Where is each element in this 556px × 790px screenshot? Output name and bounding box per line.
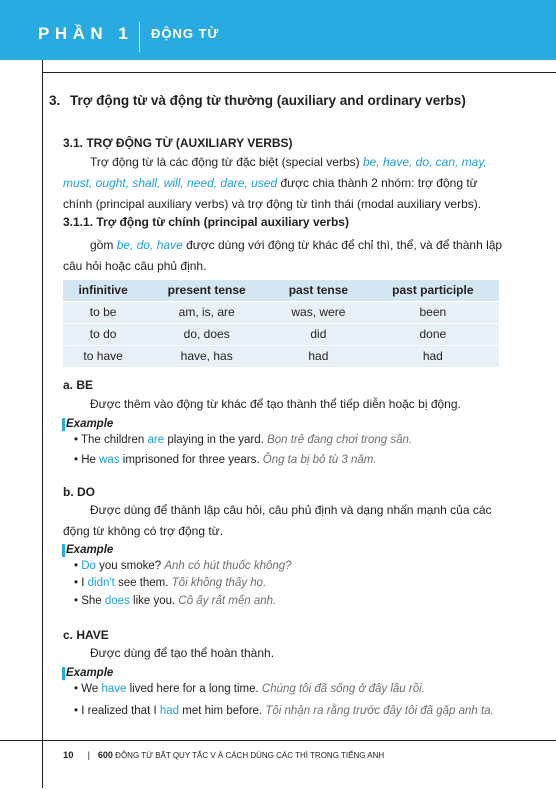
verb-forms-table: [63, 280, 499, 367]
subsection-31-paragraph: Trợ động từ là các động từ đặc biệt (special verbs) be, have, do, can, may, must, ought, shall, will, need, dare, used được chia thành 2 nhóm: trợ động từ chính (principal auxiliary verbs) và trợ động từ tình thái (modal auxiliary verbs).: [63, 155, 487, 211]
be-description: Được thêm vào động từ khác để tạo thành thể tiếp diễn hoặc bị động.: [90, 397, 461, 411]
have-example-label: Example: [66, 667, 113, 679]
banner-divider: [139, 22, 140, 52]
section-title-text: Trợ động từ và động từ thường (auxiliary and ordinary verbs): [70, 93, 466, 108]
table-row: [63, 301, 499, 323]
do-example-1: • Do you smoke? Anh có hút thuốc không?: [74, 560, 292, 572]
table-cell: been: [367, 301, 499, 323]
table-cell: done: [367, 323, 499, 345]
keyword: was: [99, 454, 120, 466]
do-description: Được dùng để thành lập câu hỏi, câu phủ định và dạng nhấn mạnh của các động từ không có trợ động từ.: [63, 503, 492, 538]
margin-rule: [42, 60, 43, 788]
table-cell: to do: [63, 323, 143, 345]
subsection-311-heading: 3.1.1. Trợ động từ chính (principal auxiliary verbs): [63, 215, 349, 229]
table-cell: to be: [63, 301, 143, 323]
table-cell: did: [270, 323, 367, 345]
principal-auxiliary-list: be, do, have: [116, 238, 183, 252]
example-marker: [62, 418, 65, 431]
do-example-2: • I didn't see them. Tôi không thấy họ.: [74, 577, 267, 589]
section-number: 3.: [49, 93, 61, 108]
table-header-row: [63, 280, 499, 301]
have-example-2: • I realized that I had met him before. Tôi nhận ra rằng trước đây tôi đã gặp anh ta.: [74, 705, 494, 717]
column-header: past tense: [270, 280, 367, 301]
table-cell: had: [270, 345, 367, 367]
be-example-2: • He was imprisoned for three years. Ông ta bị bỏ tù 3 năm.: [74, 454, 377, 466]
have-example-1: • We have lived here for a long time. Chúng tôi đã sống ở đây lâu rồi.: [74, 683, 425, 695]
keyword: have: [101, 683, 127, 695]
be-example-label: Example: [66, 418, 113, 430]
book-number: 600: [97, 750, 113, 760]
translation: Bọn trẻ đang chơi trong sân.: [267, 434, 413, 446]
translation: Tôi không thấy họ.: [171, 577, 267, 589]
example-marker: [62, 667, 65, 680]
book-title: ĐỘNG TỪ BẤT QUY TẮC V À CÁCH DÙNG CÁC THÌ TRONG TIẾNG ANH: [112, 751, 385, 760]
column-header: past participle: [367, 280, 499, 301]
footer-divider: |: [87, 750, 90, 760]
translation: Ông ta bị bỏ tù 3 năm.: [262, 454, 377, 466]
keyword: Do: [81, 560, 96, 572]
keyword: didn't: [87, 577, 115, 589]
auxiliary-verb-list: be, have, do, can, may, must, ought, shall, will, need, dare, used: [63, 155, 487, 190]
example-marker: [62, 544, 65, 557]
header-rule: [42, 72, 556, 73]
column-header: infinitive: [63, 280, 143, 301]
table-row: [63, 345, 499, 367]
table-cell: do, does: [143, 323, 270, 345]
keyword: are: [147, 434, 165, 446]
subsection-31-heading: 3.1. TRỢ ĐỘNG TỪ (AUXILIARY VERBS): [63, 136, 293, 150]
footer-rule: [0, 740, 556, 741]
translation: Cô ấy rất mến anh.: [178, 595, 277, 607]
be-example-1: • The children are playing in the yard. Bọn trẻ đang chơi trong sân.: [74, 434, 413, 446]
have-description: Được dùng để tạo thể hoàn thành.: [90, 646, 275, 660]
keyword: had: [159, 705, 180, 717]
table-cell: was, were: [270, 301, 367, 323]
table-cell: had: [367, 345, 499, 367]
table-row: [63, 323, 499, 345]
do-example-3: • She does like you. Cô ấy rất mến anh.: [74, 595, 277, 607]
table-cell: am, is, are: [143, 301, 270, 323]
subsection-311-paragraph: gồm be, do, have được dùng với động từ khác để chỉ thì, thể, và để thành lập câu hỏi hoặc câu phủ định.: [63, 238, 503, 273]
do-example-label: Example: [66, 544, 113, 556]
part-label: PHẦN 1: [38, 24, 134, 43]
be-heading: a. BE: [63, 378, 94, 392]
page-footer: [63, 750, 384, 761]
do-heading: b. DO: [63, 485, 95, 499]
table-cell: have, has: [143, 345, 270, 367]
table-cell: to have: [63, 345, 143, 367]
keyword: does: [104, 595, 130, 607]
translation: Tôi nhận ra rằng trước đây tôi đã gặp anh ta.: [265, 705, 494, 717]
translation: Anh có hút thuốc không?: [164, 560, 292, 572]
translation: Chúng tôi đã sống ở đây lâu rồi.: [261, 683, 425, 695]
chapter-banner: [0, 0, 556, 60]
have-heading: c. HAVE: [63, 628, 109, 642]
chapter-title: ĐỘNG TỪ: [151, 26, 220, 41]
column-header: present tense: [143, 280, 270, 301]
page-number: 10: [63, 750, 74, 761]
section-title: [49, 93, 466, 108]
